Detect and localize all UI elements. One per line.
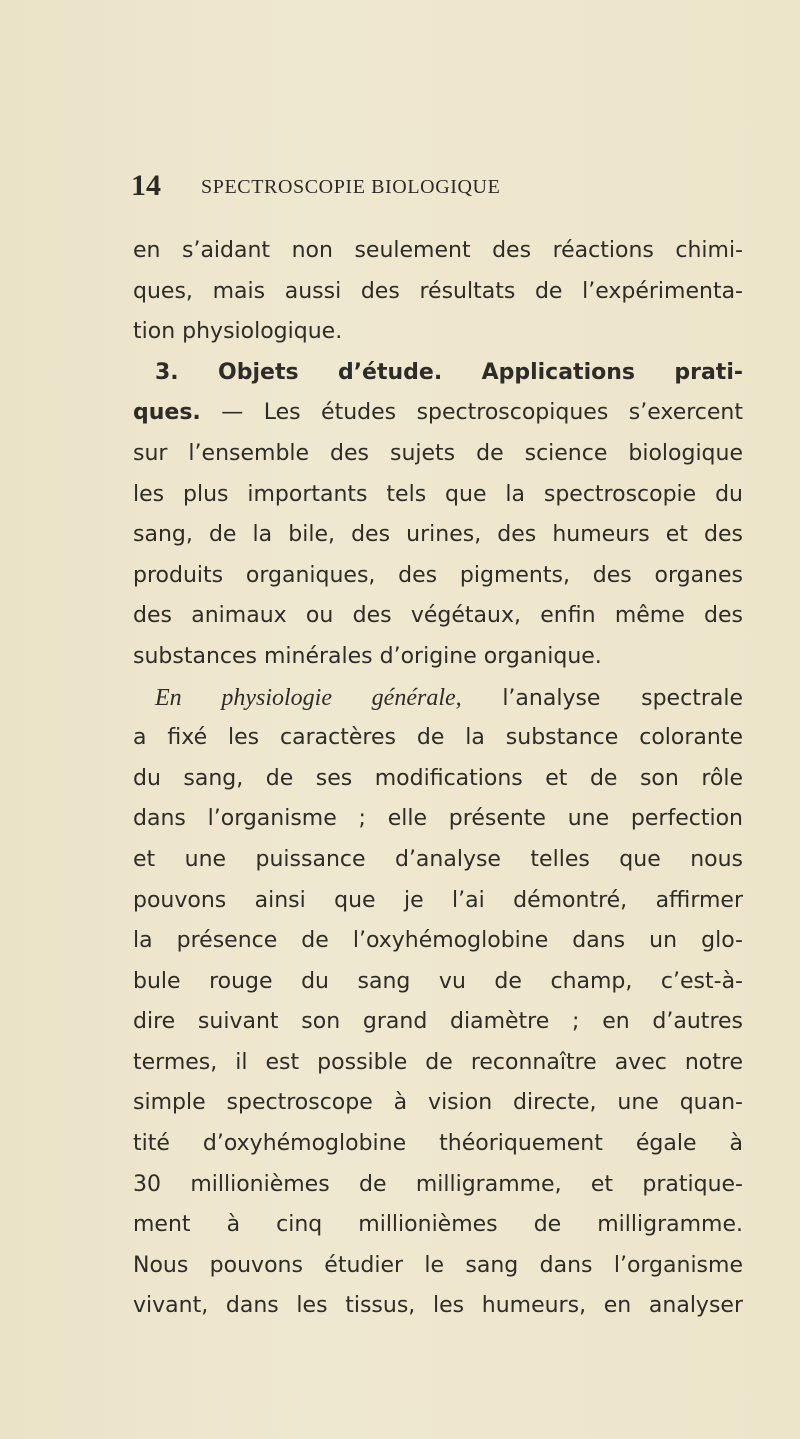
section-heading: 3. Objets d’étude. Applications prati- <box>155 359 743 385</box>
text-line: substances minérales d’origine organique. <box>133 643 602 669</box>
body-text <box>133 231 743 1327</box>
text-line <box>133 393 743 434</box>
page-number: 14 <box>131 169 161 202</box>
text-line <box>133 678 743 719</box>
text-line: simple spectroscope à vision directe, une quan- <box>133 1090 743 1116</box>
page-header <box>131 168 751 204</box>
text-line: Nous pouvons étudier le sang dans l’organisme <box>133 1252 743 1278</box>
text-line: en s’aidant non seulement des réactions chimi- <box>133 238 743 263</box>
text-line: termes, il est possible de reconnaître avec notre <box>133 1049 743 1075</box>
section-heading-line <box>133 353 743 394</box>
text-line: et une puissance d’analyse telles que nous <box>133 846 743 872</box>
section-heading-end: ques. <box>133 400 201 426</box>
running-title: SPECTROSCOPIE BIOLOGIQUE <box>201 176 501 198</box>
text-line: la présence de l’oxyhémoglobine dans un glo- <box>133 928 743 954</box>
text-run: l’analyse spectrale <box>461 685 743 711</box>
text-line: dire suivant son grand diamètre ; en d’autres <box>133 1009 743 1035</box>
text-line: bule rouge du sang vu de champ, c’est-à- <box>133 968 743 994</box>
text-line: des animaux ou des végétaux, enfin même des <box>133 603 743 629</box>
text-line: tité d’oxyhémoglobine théoriquement égale à <box>133 1131 743 1157</box>
text-line: vivant, dans les tissus, les humeurs, en analyser <box>133 1293 743 1319</box>
text-line: sang, de la bile, des urines, des humeurs et des <box>133 522 743 548</box>
text-line: ques, mais aussi des résultats de l’expérimenta- <box>133 278 743 304</box>
text-line: dans l’organisme ; elle présente une perfection <box>133 806 743 832</box>
text-line: les plus importants tels que la spectroscopie du <box>133 481 743 507</box>
text-run: — Les études spectroscopiques s’exercent <box>200 400 743 426</box>
italic-run: En physiologie générale, <box>155 684 462 711</box>
text-line: ment à cinq millionièmes de milligramme. <box>133 1212 743 1238</box>
text-line: 30 millionièmes de milligramme, et pratique- <box>133 1171 743 1197</box>
text-line: produits organiques, des pigments, des organes <box>133 562 743 588</box>
text-line: tion physiologique. <box>133 319 343 345</box>
text-line: du sang, de ses modifications et de son rôle <box>133 765 743 791</box>
text-line: a fixé les caractères de la substance colorante <box>133 725 743 751</box>
text-line: pouvons ainsi que je l’ai démontré, affirmer <box>133 887 743 913</box>
text-line: sur l’ensemble des sujets de science biologique <box>133 440 743 466</box>
